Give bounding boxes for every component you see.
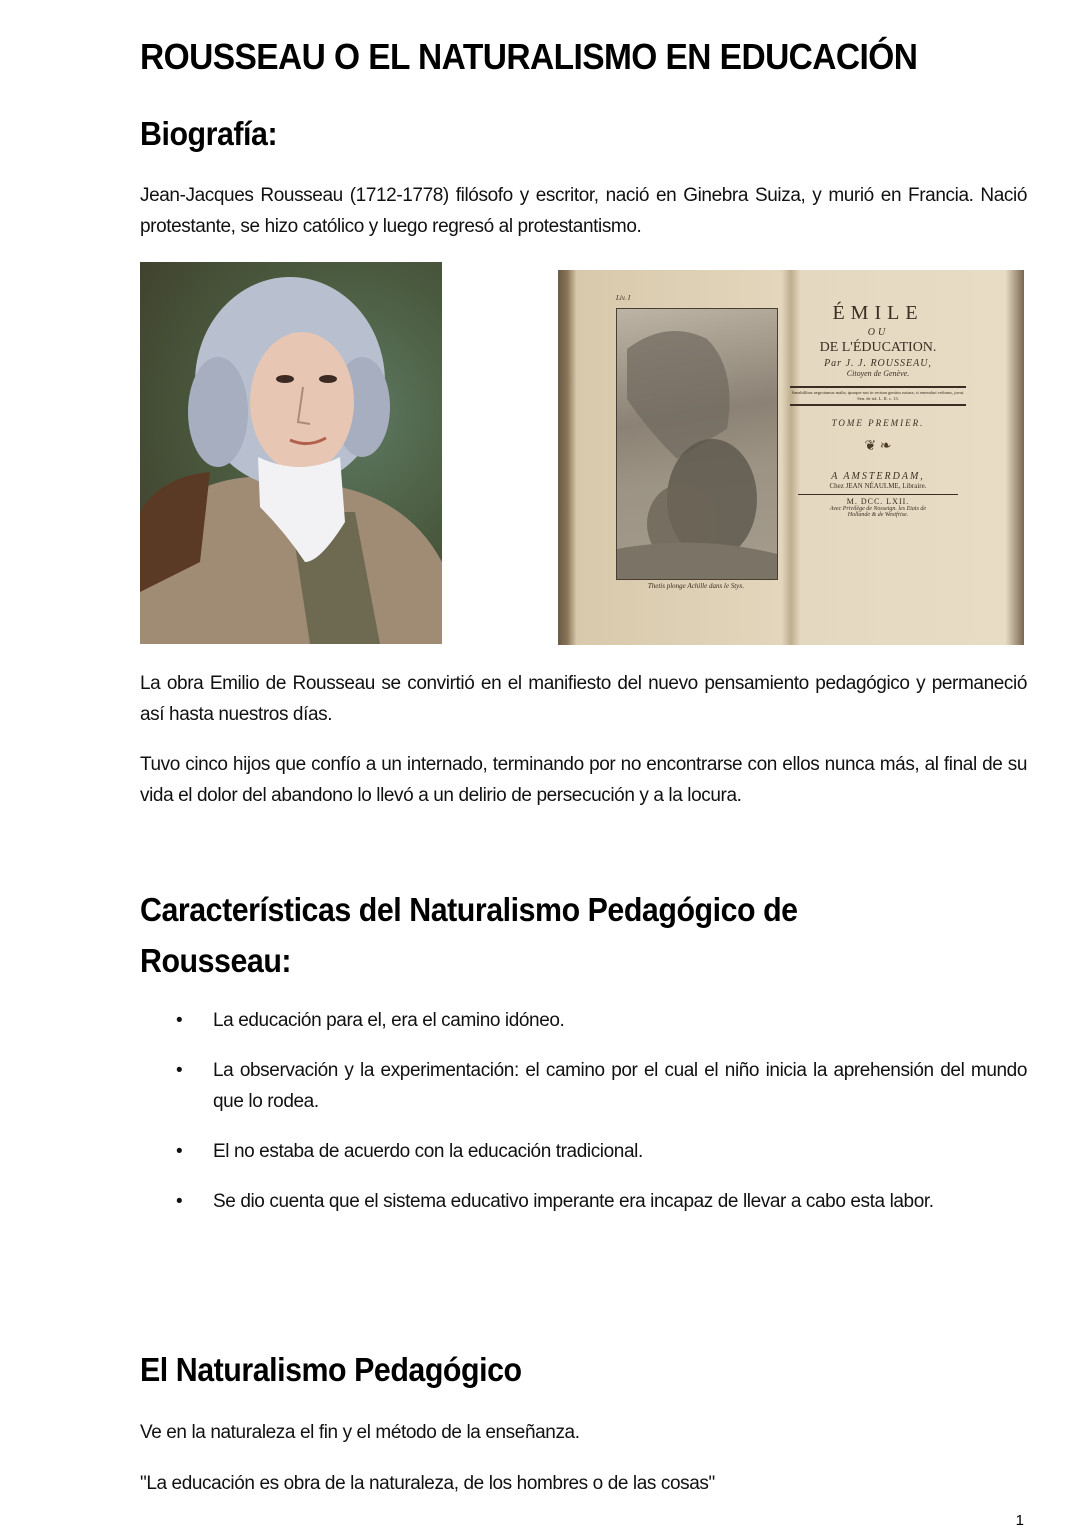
list-item (140, 1055, 1027, 1117)
bullet-icon: • (176, 1141, 183, 1162)
portrait-illustration (140, 262, 442, 644)
ornament-icon: ❦ ❧ (864, 439, 892, 454)
plate-label: Liv. I (616, 294, 631, 302)
list-item-text: La observación y la experimentación: el camino por el cual el niño inicia la aprehensión del mundo que lo rodea. (213, 1060, 1027, 1112)
list-item-text: Se dio cuenta que el sistema educativo imperante era incapaz de llevar a cabo esta labor. (213, 1191, 934, 1212)
heading-biografia: Biografía: (140, 115, 278, 152)
book-epigraph: Sanabilibus aegrotamus malis; ipsaque nos in rectum genitos natura, si emendari velimus, juvat. Sen. de irâ. L. II. c. 13. (790, 386, 966, 406)
book-tome: TOME PREMIER. (831, 418, 925, 428)
biography-paragraph: Jean-Jacques Rousseau (1712-1778) filósofo y escritor, nació en Ginebra Suiza, y murió en Francia. Nació protestante, se hizo católico y luego regresó al protestantismo. (140, 185, 1027, 237)
heading-caracteristicas-line2: Rousseau: (140, 942, 292, 979)
book-year: M. DCC. LXII. (798, 494, 958, 506)
heading-naturalismo: El Naturalismo Pedagógico (140, 1351, 522, 1388)
plate-caption: Thetis plonge Achille dans le Styx. (647, 582, 745, 590)
hijos-paragraph: Tuvo cinco hijos que confío a un internado, terminando por no encontrarse con ellos nunca más, al final de su vida el dolor del abandono lo llevó a un delirio de persecución y a la locura. (140, 754, 1027, 806)
emile-book-image (558, 270, 1024, 645)
list-item (140, 1136, 1027, 1167)
book-privilege-2: Hollande & de Westfrise. (847, 512, 909, 518)
list-item (140, 1186, 1027, 1217)
book-author: Par J. J. ROUSSEAU, (824, 358, 932, 369)
bullet-icon: • (176, 1191, 183, 1212)
book-publisher: Chez JEAN NÉAULME, Libraire. (829, 482, 927, 490)
emilio-paragraph: La obra Emilio de Rousseau se convirtió en el manifiesto del nuevo pensamiento pedagógico y permaneció así hasta nuestros días. (140, 673, 1027, 725)
list-item-text: La educación para el, era el camino idóneo. (213, 1010, 565, 1031)
page-number: 1 (1015, 1512, 1024, 1529)
list-item (140, 1005, 1027, 1036)
book-ou: OU (867, 327, 889, 338)
book-privilege-1: Avec Privilège de Nosseign. les Etats de (829, 506, 927, 512)
engraving-plate (616, 308, 778, 580)
list-item-text: El no estaba de acuerdo con la educación tradicional. (213, 1141, 643, 1162)
title-page (788, 300, 968, 518)
naturalismo-paragraph: Ve en la naturaleza el fin y el método de la enseñanza. (140, 1422, 580, 1443)
document-title: ROUSSEAU O EL NATURALISMO EN EDUCACIÓN (140, 36, 918, 77)
rousseau-portrait-image (140, 262, 442, 644)
book-title: ÉMILE (832, 302, 924, 324)
caracteristicas-list (140, 1005, 1027, 1217)
bullet-icon: • (176, 1010, 183, 1031)
naturalismo-quote: "La educación es obra de la naturaleza, de los hombres o de las cosas" (140, 1473, 715, 1494)
book-place: A AMSTERDAM, (831, 471, 925, 482)
book-citizen: Citoyen de Genève. (846, 369, 910, 378)
book-subtitle: DE L'ÉDUCATION. (819, 340, 937, 355)
bullet-icon: • (176, 1060, 183, 1081)
heading-caracteristicas-line1: Características del Naturalismo Pedagógico de (140, 891, 798, 928)
